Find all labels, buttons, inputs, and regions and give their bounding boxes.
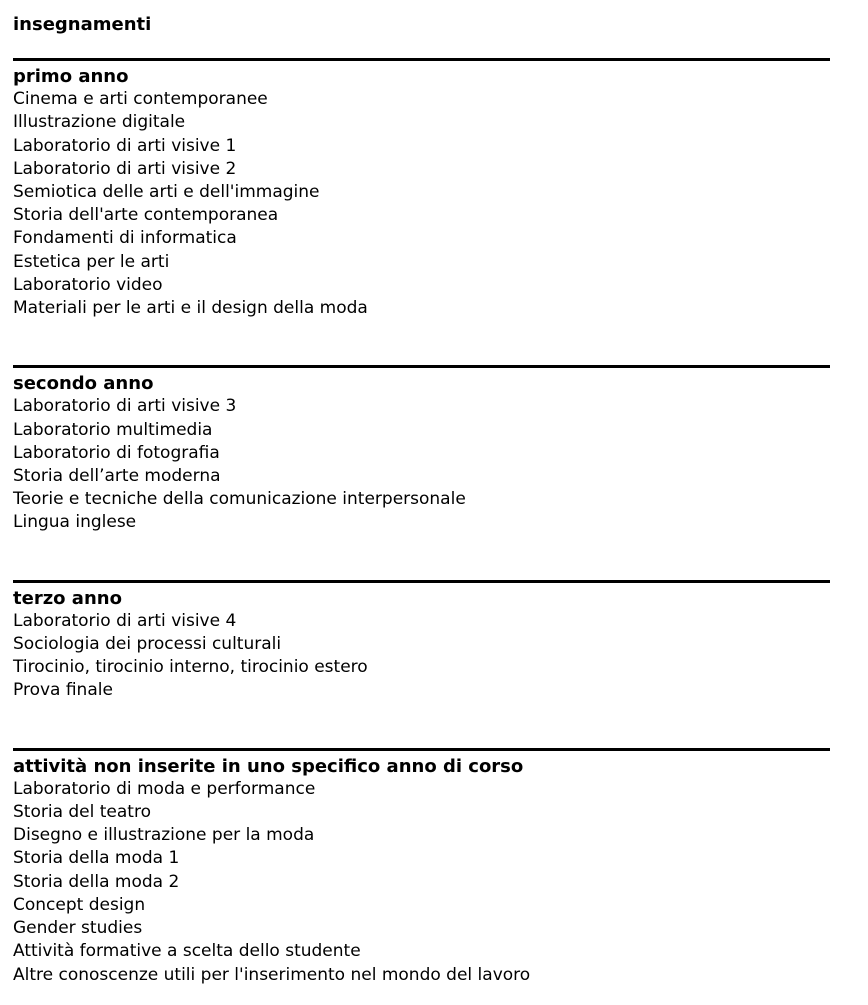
course-item: Materiali per le arti e il design della moda	[13, 298, 368, 319]
course-item: Laboratorio multimedia	[13, 419, 213, 440]
course-item: Storia dell'arte contemporanea	[13, 205, 279, 226]
course-item: Teorie e tecniche della comunicazione interpersonale	[13, 489, 466, 510]
course-item: Storia dell’arte moderna	[13, 466, 221, 487]
sections-container	[13, 58, 830, 987]
section-heading: terzo anno	[13, 587, 122, 609]
course-item: Disegno e illustrazione per la moda	[13, 825, 315, 846]
course-item: Storia della moda 2	[13, 871, 180, 892]
year-section	[13, 58, 830, 320]
course-item: Laboratorio di arti visive 1	[13, 135, 237, 156]
year-section	[13, 748, 830, 987]
year-section	[13, 365, 830, 534]
course-item: Gender studies	[13, 918, 143, 939]
course-item: Illustrazione digitale	[13, 112, 186, 133]
course-item: Storia della moda 1	[13, 848, 180, 869]
year-section	[13, 580, 830, 703]
course-item: Laboratorio di arti visive 4	[13, 610, 237, 631]
course-item: Lingua inglese	[13, 512, 137, 533]
course-item: Laboratorio di arti visive 2	[13, 158, 237, 179]
course-item: Attività formative a scelta dello studente	[13, 941, 361, 962]
course-item: Tirocinio, tirocinio interno, tirocinio estero	[13, 657, 368, 678]
course-item: Prova finale	[13, 680, 113, 701]
course-item: Fondamenti di informatica	[13, 228, 237, 249]
course-item: Altre conoscenze utili per l'inserimento nel mondo del lavoro	[13, 964, 531, 985]
course-item: Laboratorio di arti visive 3	[13, 396, 237, 417]
section-heading: attività non inserite in uno specifico anno di corso	[13, 755, 524, 777]
section-heading: primo anno	[13, 66, 129, 87]
course-item: Estetica per le arti	[13, 251, 170, 272]
course-item: Laboratorio di fotografia	[13, 442, 220, 463]
course-item: Cinema e arti contemporanee	[13, 89, 268, 110]
course-item: Laboratorio di moda e performance	[13, 778, 316, 799]
section-heading: secondo anno	[13, 373, 154, 395]
page-title: insegnamenti	[13, 14, 152, 35]
course-item: Concept design	[13, 894, 146, 915]
course-item: Semiotica delle arti e dell'immagine	[13, 182, 320, 203]
course-item: Storia del teatro	[13, 802, 151, 823]
course-item: Sociologia dei processi culturali	[13, 634, 282, 655]
course-item: Laboratorio video	[13, 274, 163, 295]
